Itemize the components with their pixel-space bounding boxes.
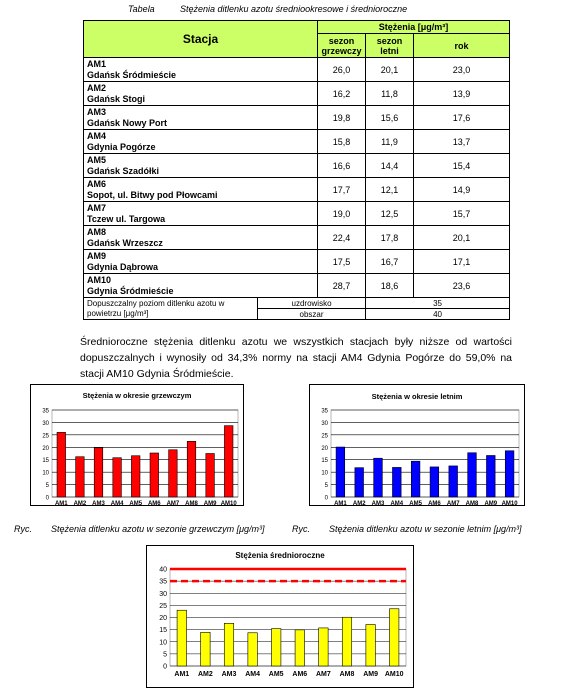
bar-am9 — [206, 454, 215, 498]
x-tick-label: AM2 — [73, 501, 87, 506]
header-winter: sezon grzewczy — [318, 34, 366, 58]
y-tick-label: 35 — [159, 578, 167, 586]
station-name: Tczew ul. Targowa — [87, 213, 166, 224]
y-tick-label: 0 — [45, 495, 49, 502]
winter-value: 19,0 — [318, 202, 366, 226]
header-year: rok — [414, 34, 510, 58]
x-tick-label: AM10 — [501, 501, 518, 506]
summer-value: 18,6 — [366, 274, 414, 298]
bar-am1 — [57, 432, 66, 497]
x-tick-label: AM9 — [363, 671, 378, 678]
y-tick-label: 30 — [42, 420, 49, 427]
summer-value: 16,7 — [366, 250, 414, 274]
bar-am6 — [150, 453, 159, 497]
table-row — [84, 178, 510, 202]
bar-am8 — [342, 617, 351, 666]
y-tick-label: 10 — [42, 470, 49, 477]
limit-area-value: 40 — [366, 309, 510, 320]
y-tick-label: 5 — [163, 651, 167, 659]
y-tick-label: 20 — [321, 445, 328, 452]
y-tick-label: 25 — [321, 433, 328, 440]
x-tick-label: AM7 — [166, 501, 180, 506]
table-row — [84, 82, 510, 106]
bar-am10 — [389, 609, 398, 666]
y-tick-label: 40 — [159, 566, 167, 574]
limit-row — [84, 298, 510, 309]
station-cell — [84, 274, 318, 298]
limit-area-label: obszar — [258, 309, 366, 320]
y-tick-label: 20 — [42, 445, 49, 452]
y-tick-label: 15 — [42, 458, 49, 465]
station-cell — [84, 178, 318, 202]
station-code: AM8 — [87, 226, 107, 237]
summer-value: 12,5 — [366, 202, 414, 226]
annual-chart — [146, 545, 414, 688]
x-tick-label: AM1 — [334, 501, 347, 506]
winter-chart — [30, 384, 244, 506]
station-name: Gdańsk Wrzeszcz — [87, 237, 163, 248]
x-tick-label: AM5 — [268, 671, 284, 678]
header-summer: sezon letni — [366, 34, 414, 58]
summer-value: 14,4 — [366, 154, 414, 178]
limit-spa-label: uzdrowisko — [258, 298, 366, 309]
x-tick-label: AM1 — [174, 671, 190, 678]
station-code: AM9 — [87, 250, 107, 261]
x-tick-label: AM1 — [54, 501, 68, 506]
bar-am6 — [430, 467, 439, 497]
station-cell — [84, 130, 318, 154]
table-row — [84, 154, 510, 178]
bar-am9 — [486, 455, 495, 497]
header-concentration: Stężenia [μg/m³] — [318, 21, 510, 34]
summer-value: 12,1 — [366, 178, 414, 202]
station-cell — [84, 58, 318, 82]
summer-chart — [309, 384, 525, 506]
y-tick-label: 30 — [321, 420, 328, 427]
summer-figure-caption — [292, 524, 522, 534]
winter-figure-caption — [14, 524, 265, 534]
x-tick-label: AM4 — [110, 501, 124, 506]
bar-am3 — [94, 448, 103, 497]
station-code: AM5 — [87, 154, 107, 165]
winter-value: 22,4 — [318, 226, 366, 250]
station-name: Sopot, ul. Bitwy pod Płowcami — [87, 189, 218, 200]
bar-am4 — [248, 633, 257, 666]
x-tick-label: AM6 — [292, 671, 308, 678]
bar-am5 — [271, 629, 280, 666]
table-row — [84, 106, 510, 130]
table-row — [84, 58, 510, 82]
table-row — [84, 202, 510, 226]
station-name: Gdańsk Szadółki — [87, 165, 160, 176]
y-tick-label: 15 — [321, 458, 328, 465]
limit-label: Dopuszczalny poziom ditlenku azotu w powietrzu [μg/m³] — [84, 298, 258, 320]
table-row — [84, 130, 510, 154]
station-name: Gdańsk Stogi — [87, 93, 146, 104]
winter-value: 15,8 — [318, 130, 366, 154]
station-code: AM4 — [87, 130, 107, 141]
y-tick-label: 35 — [42, 408, 49, 415]
y-tick-label: 15 — [159, 627, 167, 635]
winter-value: 19,8 — [318, 106, 366, 130]
station-code: AM3 — [87, 106, 107, 117]
bar-am10 — [505, 451, 514, 497]
bar-am2 — [76, 457, 85, 497]
year-value: 13,9 — [414, 82, 510, 106]
x-tick-label: AM4 — [390, 501, 404, 506]
chart-title: Stężenia w okresie grzewczym — [82, 391, 192, 400]
year-value: 15,7 — [414, 202, 510, 226]
year-value: 15,4 — [414, 154, 510, 178]
station-name: Gdynia Śródmieście — [87, 285, 174, 296]
x-tick-label: AM7 — [316, 671, 331, 678]
y-tick-label: 35 — [321, 408, 328, 415]
winter-value: 17,7 — [318, 178, 366, 202]
x-tick-label: AM8 — [185, 501, 198, 506]
station-code: AM2 — [87, 82, 107, 93]
bar-am3 — [374, 458, 383, 497]
y-tick-label: 25 — [42, 433, 49, 440]
winter-figure-label: Ryc. — [14, 524, 32, 534]
caption-title: Stężenia ditlenku azotu średniookresowe i średnioroczne — [180, 4, 408, 14]
y-tick-label: 0 — [163, 663, 167, 671]
station-code: AM1 — [87, 58, 107, 69]
x-tick-label: AM10 — [384, 671, 404, 678]
summer-value: 11,9 — [366, 130, 414, 154]
y-tick-label: 30 — [159, 590, 167, 598]
x-tick-label: AM2 — [198, 671, 213, 678]
station-cell — [84, 226, 318, 250]
year-value: 23,6 — [414, 274, 510, 298]
bar-am1 — [177, 610, 186, 666]
station-code: AM10 — [87, 274, 112, 285]
y-tick-label: 10 — [321, 470, 328, 477]
y-tick-label: 0 — [324, 495, 328, 502]
winter-value: 28,7 — [318, 274, 366, 298]
x-tick-label: AM9 — [484, 501, 498, 506]
bar-am4 — [113, 458, 122, 497]
caption-label: Tabela — [128, 4, 155, 14]
bar-am1 — [336, 447, 345, 497]
station-name: Gdynia Pogórze — [87, 141, 156, 152]
bar-am9 — [366, 625, 375, 666]
winter-value: 17,5 — [318, 250, 366, 274]
station-cell — [84, 106, 318, 130]
y-tick-label: 10 — [159, 639, 167, 647]
x-tick-label: AM6 — [428, 501, 441, 506]
bar-am3 — [224, 623, 233, 666]
station-code: AM7 — [87, 202, 107, 213]
summer-value: 15,6 — [366, 106, 414, 130]
winter-value: 16,2 — [318, 82, 366, 106]
station-cell — [84, 154, 318, 178]
bar-am4 — [392, 467, 401, 497]
summary-paragraph: Średnioroczne stężenia ditlenku azotu we wszystkich stacjach były niższe od wartości dopuszczalnych i wynosiły od 34,3% normy na stacji AM4 Gdynia Pogórze do 59,0% na stacji AM10 Gdynia Śródmieście. — [80, 336, 512, 380]
station-name: Gdańsk Nowy Port — [87, 117, 168, 128]
limit-spa-value: 35 — [366, 298, 510, 309]
year-value: 17,1 — [414, 250, 510, 274]
concentration-table — [83, 20, 510, 320]
bar-am10 — [224, 426, 233, 497]
station-name: Gdańsk Śródmieście — [87, 69, 177, 80]
station-cell — [84, 82, 318, 106]
table-row — [84, 274, 510, 298]
x-tick-label: AM6 — [147, 501, 161, 506]
x-tick-label: AM10 — [220, 501, 237, 506]
station-code: AM6 — [87, 178, 107, 189]
x-tick-label: AM3 — [92, 501, 105, 506]
chart-title: Stężenia średnioroczne — [235, 551, 325, 560]
year-value: 14,9 — [414, 178, 510, 202]
x-tick-label: AM3 — [371, 501, 385, 506]
summer-value: 17,8 — [366, 226, 414, 250]
y-tick-label: 5 — [324, 483, 328, 490]
station-cell — [84, 202, 318, 226]
year-value: 23,0 — [414, 58, 510, 82]
summer-value: 11,8 — [366, 82, 414, 106]
header-station: Stacja — [84, 21, 318, 58]
year-value: 17,6 — [414, 106, 510, 130]
x-tick-label: AM8 — [339, 671, 355, 678]
x-tick-label: AM5 — [409, 501, 422, 506]
bar-am6 — [295, 630, 304, 666]
winter-value: 26,0 — [318, 58, 366, 82]
winter-value: 16,6 — [318, 154, 366, 178]
x-tick-label: AM4 — [245, 671, 260, 678]
bar-am7 — [319, 628, 328, 666]
y-tick-label: 20 — [159, 615, 167, 622]
bar-am7 — [169, 450, 178, 497]
chart-title: Stężenia w okresie letnim — [371, 392, 463, 401]
x-tick-label: AM7 — [446, 501, 460, 506]
x-tick-label: AM9 — [203, 501, 217, 506]
bar-am2 — [201, 632, 210, 666]
bar-am5 — [131, 456, 140, 497]
winter-figure-text: Stężenia ditlenku azotu w sezonie grzewczym [μg/m³] — [51, 524, 265, 534]
x-tick-label: AM8 — [465, 501, 479, 506]
summer-figure-label: Ryc. — [292, 524, 310, 534]
x-tick-label: AM3 — [221, 671, 237, 678]
table-row — [84, 226, 510, 250]
summer-figure-text: Stężenia ditlenku azotu w sezonie letnim [μg/m³] — [329, 524, 522, 534]
bar-am5 — [411, 461, 420, 497]
bar-am8 — [187, 441, 196, 497]
bar-am8 — [468, 453, 477, 497]
year-value: 13,7 — [414, 130, 510, 154]
bar-am2 — [355, 468, 364, 497]
x-tick-label: AM2 — [352, 501, 366, 506]
summer-value: 20,1 — [366, 58, 414, 82]
table-row — [84, 250, 510, 274]
y-tick-label: 25 — [159, 602, 167, 610]
bar-am7 — [449, 466, 458, 497]
year-value: 20,1 — [414, 226, 510, 250]
x-tick-label: AM5 — [129, 501, 143, 506]
station-name: Gdynia Dąbrowa — [87, 261, 159, 272]
y-tick-label: 5 — [45, 483, 49, 490]
station-cell — [84, 250, 318, 274]
